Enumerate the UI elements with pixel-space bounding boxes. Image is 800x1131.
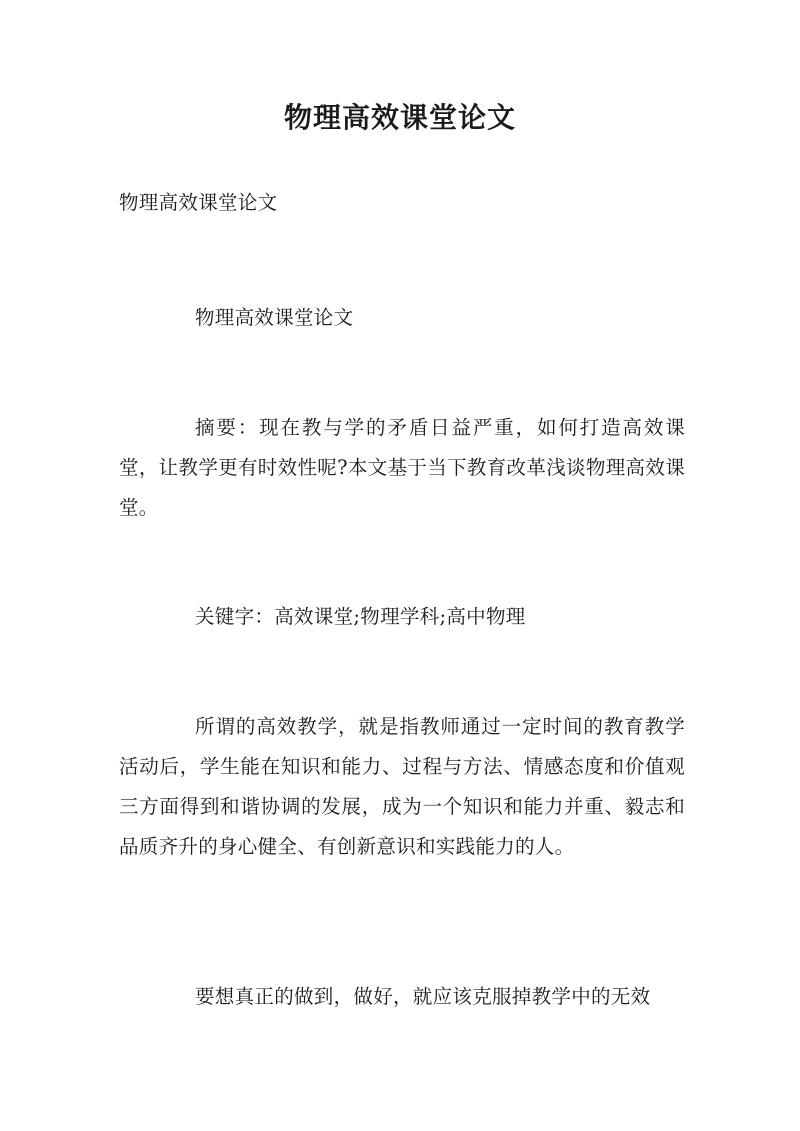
keywords-paragraph: 关键字：高效课堂;物理学科;高中物理 (195, 605, 526, 628)
body-paragraph-2: 要想真正的做到，做好，就应该克服掉教学中的无效 (195, 985, 651, 1008)
document-subtitle: 物理高效课堂论文 (119, 191, 278, 214)
abstract-paragraph: 摘要：现在教与学的矛盾日益严重，如何打造高效课堂，让教学更有时效性呢?本文基于当下教育改革浅谈物理高效课堂。 (119, 416, 685, 519)
document-title-repeat: 物理高效课堂论文 (195, 306, 354, 329)
body-paragraph-1: 所谓的高效教学，就是指教师通过一定时间的教育教学活动后，学生能在知识和能力、过程与方法、情感态度和价值观三方面得到和谐协调的发展，成为一个知识和能力并重、毅志和品质齐升的身心健全、有创新意识和实践能力的人。 (119, 715, 685, 858)
document-title: 物理高效课堂论文 (283, 101, 516, 134)
